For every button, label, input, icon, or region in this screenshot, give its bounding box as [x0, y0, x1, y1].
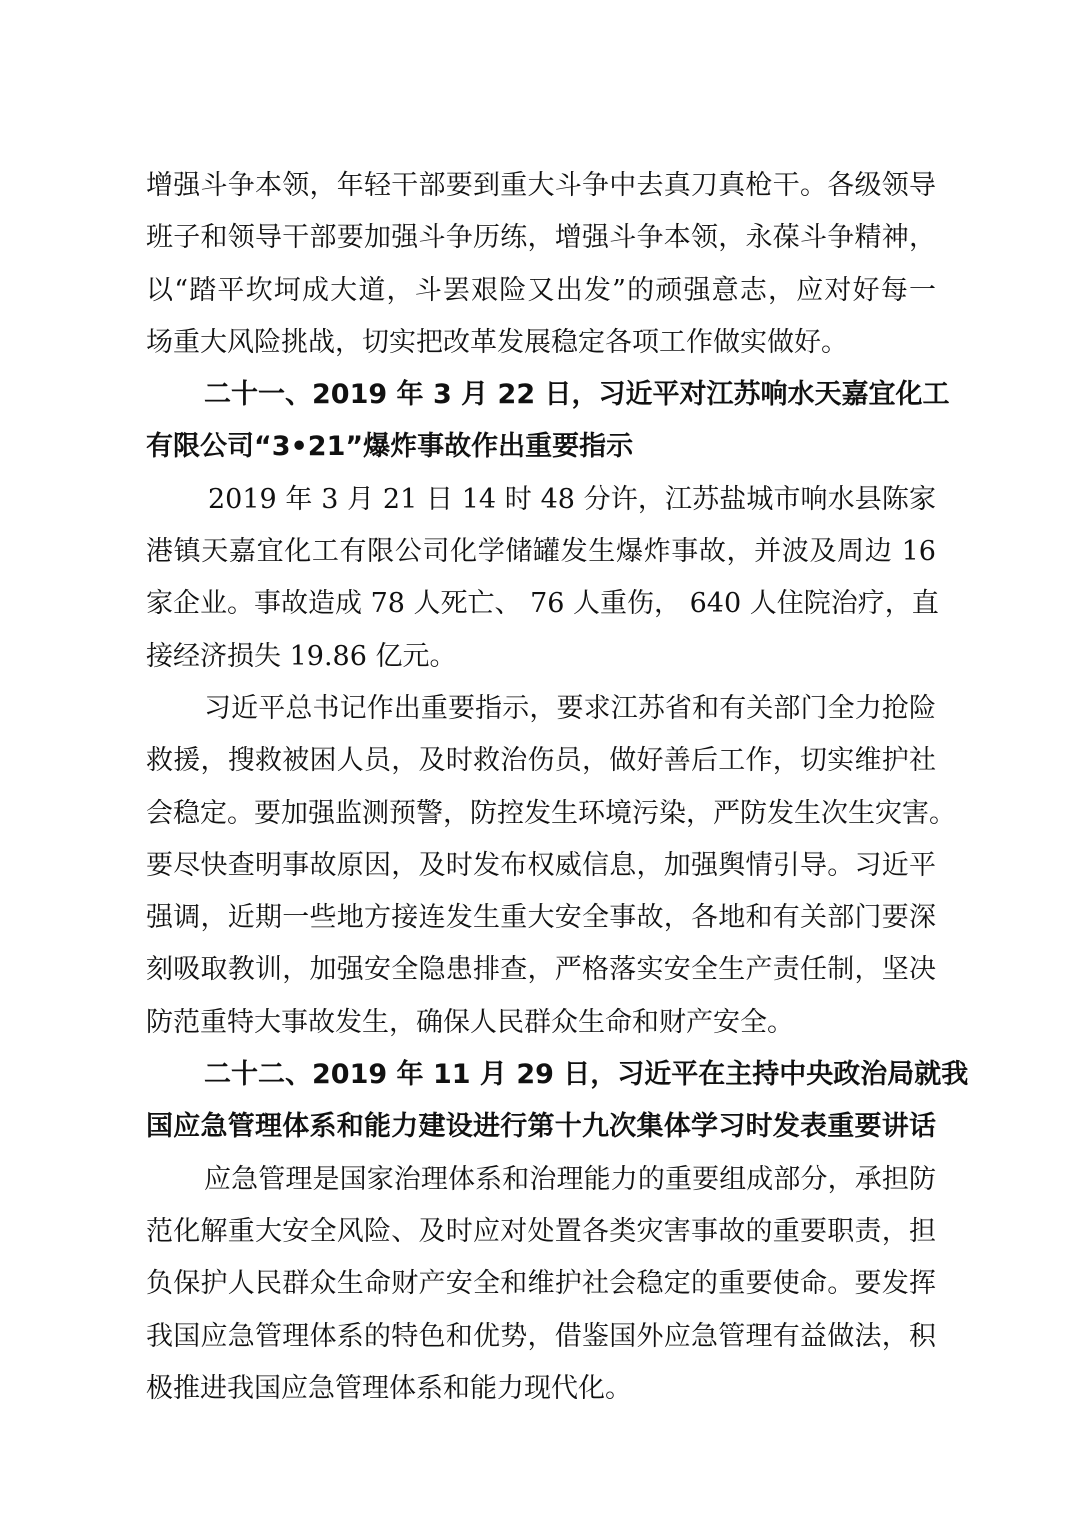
text-line: 要尽快查明事故原因，及时发布权威信息，加强舆情引导。习近平: [146, 849, 936, 881]
text-line: 接经济损失 19.86 亿元。: [146, 640, 457, 672]
heading-line: 有限公司“3•21”爆炸事故作出重要指示: [146, 431, 634, 463]
text-line: 家企业。事故造成 78 人死亡、 76 人重伤， 640 人住院治疗，直: [146, 588, 939, 620]
text-line: 以“踏平坎坷成大道，斗罢艰险又出发”的顽强意志，应对好每一: [146, 274, 936, 306]
paragraph-instructions: [146, 683, 956, 1049]
text-line: 港镇天嘉宜化工有限公司化学储罐发生爆炸事故，并波及周边 16: [146, 536, 936, 568]
text-line: 刻吸取教训，加强安全隐患排查，严格落实安全生产责任制，坚决: [146, 954, 936, 986]
text-line: 2019 年 3 月 21 日 14 时 48 分许，江苏盐城市响水县陈家: [208, 483, 936, 515]
heading-line: 二十一、2019 年 3 月 22 日，习近平对江苏响水天嘉宜化工: [204, 379, 950, 411]
text-line: 强调，近期一些地方接连发生重大安全事故，各地和有关部门要深: [146, 902, 936, 934]
text-line: 会稳定。要加强监测预警，防控发生环境污染，严防发生次生灾害。: [146, 797, 956, 829]
text-line: 应急管理是国家治理体系和治理能力的重要组成部分，承担防: [204, 1163, 936, 1195]
text-line: 防范重特大事故发生，确保人民群众生命和财产安全。: [146, 1006, 794, 1038]
heading-line: 二十二、2019 年 11 月 29 日，习近平在主持中央政治局就我: [204, 1059, 969, 1091]
text-line: 班子和领导干部要加强斗争历练，增强斗争本领，永葆斗争精神，: [146, 222, 936, 254]
text-line: 习近平总书记作出重要指示，要求江苏省和有关部门全力抢险: [204, 692, 936, 724]
paragraph-struggle: [146, 160, 936, 369]
text-line: 范化解重大安全风险、及时应对处置各类灾害事故的重要职责，担: [146, 1215, 936, 1247]
text-line: 救援，搜救被困人员，及时救治伤员，做好善后工作，切实维护社: [146, 745, 936, 777]
text-line: 我国应急管理体系的特色和优势，借鉴国外应急管理有益做法，积: [146, 1320, 936, 1352]
paragraph-emergency-management: [146, 1154, 936, 1415]
text-line: 负保护人民群众生命财产安全和维护社会稳定的重要使命。要发挥: [146, 1268, 936, 1300]
section-heading-21: [146, 369, 950, 474]
text-line: 极推进我国应急管理体系和能力现代化。: [146, 1372, 632, 1404]
document-page: [146, 160, 969, 1415]
text-line: 场重大风险挑战，切实把改革发展稳定各项工作做实做好。: [146, 326, 848, 358]
section-heading-22: [146, 1049, 969, 1154]
heading-line: 国应急管理体系和能力建设进行第十九次集体学习时发表重要讲话: [146, 1111, 936, 1143]
paragraph-accident-facts: [146, 474, 939, 683]
text-line: 增强斗争本领，年轻干部要到重大斗争中去真刀真枪干。各级领导: [146, 170, 936, 201]
